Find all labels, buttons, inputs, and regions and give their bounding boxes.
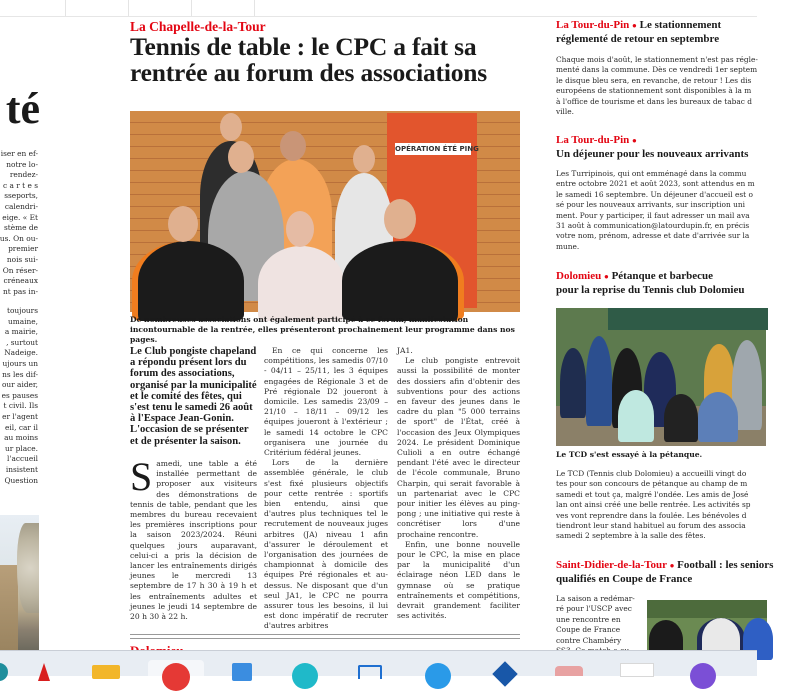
- brief-kicker: Saint-Didier-de-la-Tour: [556, 559, 667, 571]
- photo-caption: De nombreuses associations ont également participé à ce forum, manifestation incontournable de la rentrée, elles présenteront prochainement leur programme dans nos pages.: [130, 315, 515, 344]
- text-line: le samedi 16 septembre. Un déjeuner d'accueil est o: [556, 189, 753, 199]
- edge-icon[interactable]: [292, 663, 318, 689]
- column-1-text: amedi, une table a été installée permettant de proposer aux visiteurs des démonstrations de tennis de table, pendant que les membres du bureau recevaient les premières inscriptions pour la saison 2023/2024. Réuni quelques jours auparavant, celui-ci a pris la décision de lancer les entraînements dirigés jeunes le mercredi 13 septembre de 17 h 30 à 19 h et les entraînements adultes et jeunes le jeudi 14 septembre de 20 h 30 à 22 h.: [130, 459, 257, 622]
- article-photo-team[interactable]: [130, 111, 520, 312]
- text-line: c a r t e s: [3, 180, 38, 190]
- column-3-paragraph: Le club pongiste entrevoit aussi la possibilité de monter des dossiers afin d'obtenir des subventions pour des actions en faveur des jeunes dans le cadre du plan "5 000 terrains de sport" de l'État, créé à l'occasion des Jeux Olympiques 2024. Le président Dominique Culioli a en outre échangé pendant l'été avec le directeur de l'école communale, Bruno Charpin, qui serait favorable à un partenariat avec le CPC pour initier les élèves au ping-pong ; une initiative qui reste à concrétiser lors d'une prochaine rencontre.: [397, 356, 520, 539]
- text-line: l'accueil: [7, 454, 38, 464]
- text-line: ré pour l'USCP avec: [556, 604, 632, 614]
- brief-4-photo-football[interactable]: [647, 600, 767, 650]
- article-column-3: [397, 346, 520, 621]
- text-line: es pauses: [1, 390, 38, 400]
- brief-2-heading: [556, 134, 748, 160]
- text-line: ment. Pour y participer, il faut adresser un mail ava: [556, 210, 750, 220]
- brief-kicker: La Tour-du-Pin: [556, 134, 630, 146]
- text-line: tes pour son concours de pétanque au champ de m: [556, 479, 748, 489]
- article-lede: Le Club pongiste chapeland a répondu présent lors du forum des associations, organisé par la municipalité et le comité des fêtes, qui s'est tenu le samedi 26 août à l'Espace Jean-Gonin. L'occasion de se présenter et de présenter la saison.: [130, 346, 257, 447]
- brief-title: réglementé de retour en septembre: [556, 32, 720, 45]
- photos-icon[interactable]: [555, 666, 583, 676]
- text-line: menté dans la commune. Dès ce vendredi 1er septem: [556, 65, 758, 75]
- browser-tab-strip: [0, 0, 757, 17]
- text-line: ur place.: [4, 443, 38, 453]
- dropcap: S: [130, 454, 153, 499]
- photo-trees: [647, 600, 767, 618]
- article-divider: [130, 634, 520, 635]
- photo-tent: [608, 308, 768, 330]
- text-line: er l'agent: [2, 411, 38, 421]
- column-2-paragraph: Lors de la dernière assemblée générale, le club s'est fixé plusieurs objectifs pour cette rentrée : sportifs bien entendu, ainsi que d'autres plus techniques tel le recrutement de nouveaux juges arbitres (JA) niveau 1 afin d'assurer le déroulement et l'organisation des journées de championnat à domicile des équipes Pré régionales et au-dessus. Ne disposant que d'un seul JA1, le CPC ne pourra assurer tous les besoins, il lui est donc impératif de recruter d'autres arbitres: [264, 458, 388, 631]
- brief-kicker: Dolomieu: [556, 270, 602, 282]
- text-line: nt pas in-: [3, 286, 38, 296]
- tab-divider: [65, 0, 66, 16]
- text-line: mune.: [556, 241, 580, 251]
- text-line: lan ont ainsi créé une belle rentrée. Les activités sp: [556, 500, 751, 510]
- text-line: toujours: [6, 306, 38, 315]
- app-icon[interactable]: [492, 661, 517, 686]
- text-line: t civil. Ils: [3, 401, 38, 411]
- brief-3-body: [556, 469, 796, 542]
- acrobat-icon[interactable]: [38, 663, 50, 681]
- person: [586, 336, 612, 426]
- brief-kicker: La Tour-du-Pin: [556, 19, 630, 31]
- text-line: le disque bleu sera, en revanche, de retour ! Les dis: [556, 75, 752, 85]
- brief-title: Un déjeuner pour les nouveaux arrivants: [556, 147, 749, 160]
- text-line: au moins: [4, 433, 38, 443]
- text-line: ns les dif-: [2, 369, 38, 379]
- person-head: [220, 113, 242, 141]
- text-line: calendri-: [4, 201, 38, 211]
- brief-3-caption: Le TCD s'est essayé à la pétanque.: [556, 450, 703, 459]
- edge-partial-icon[interactable]: [0, 663, 8, 681]
- person: [132, 241, 244, 321]
- person-head: [280, 131, 306, 161]
- text-line: rendez-: [9, 170, 38, 180]
- text-line: nois sui-: [6, 254, 38, 264]
- left-paragraph-1: [0, 149, 38, 297]
- column-2-paragraph: En ce qui concerne les compétitions, les samedis 07/10 - 04/11 – 25/11, les 3 équipes engagées de Régionale 3 et de Pré régionale D2 joueront à domicile. Les samedis 23/09 – 21/10 – 18/11 – 09/12 les équipes joueront à l'extérieur ; le samedi 14 octobre le CPC organisera une journée du Critérium fédéral jeunes.: [264, 346, 388, 458]
- text-line: ves vont reprendre dans la foulée. Les bénévoles d: [556, 510, 747, 520]
- text-line: votre nom, prénom, adresse et date d'arrivée sur la: [556, 231, 750, 241]
- text-line: us. On ou-: [0, 233, 38, 243]
- brief-1-body: [556, 55, 796, 117]
- ms-edge-blue-icon[interactable]: [425, 663, 451, 689]
- text-line: contre Chambéry: [556, 635, 622, 645]
- text-line: premier: [8, 244, 38, 254]
- tab-divider: [191, 0, 192, 16]
- left-headline-fragment: té: [5, 84, 40, 133]
- person: [618, 390, 654, 442]
- store-icon[interactable]: [358, 665, 382, 679]
- tab-divider: [128, 0, 129, 16]
- person-head: [286, 211, 314, 247]
- tree-shape: [17, 523, 39, 613]
- person: [698, 392, 738, 442]
- text-line: On réser-: [2, 265, 38, 275]
- text-line: samedi et tout ça, malgré l'ondée. Les amis de José: [556, 489, 749, 499]
- text-line: samedi 2 septembre à la salle des fêtes.: [556, 531, 706, 541]
- text-line: eige. « Et: [2, 212, 38, 222]
- text-line: notre lo-: [6, 159, 38, 169]
- left-paragraph-2: [0, 306, 38, 486]
- text-line: à l'office de tourisme et dans les bureaux de tabac d: [556, 96, 753, 106]
- person: [258, 246, 344, 321]
- text-line: Nadeige.: [4, 348, 38, 358]
- bullet-icon: ●: [632, 136, 637, 145]
- text-line: stème de: [4, 223, 38, 233]
- text-line: tiendront leur stand habituel au forum des associa: [556, 521, 746, 531]
- left-photo-house: [0, 515, 39, 650]
- file-explorer-icon[interactable]: [92, 665, 120, 679]
- text-line: sseports,: [4, 191, 38, 201]
- column-3-paragraph: JA1.: [397, 346, 413, 355]
- brief-title: Le stationnement: [639, 19, 722, 31]
- person-head: [168, 206, 198, 242]
- person: [560, 348, 586, 418]
- text-line: Les Turripinois, qui ont emménagé dans la commu: [556, 169, 747, 178]
- text-line: umaine,: [7, 316, 38, 326]
- brief-3-photo-group[interactable]: [556, 308, 766, 446]
- bullet-icon: ●: [603, 272, 609, 281]
- article-kicker: La Chapelle-de-la-Tour: [130, 19, 266, 34]
- text-line: ville.: [556, 107, 574, 117]
- house-shape: [0, 565, 18, 650]
- app-purple-icon[interactable]: [690, 663, 716, 689]
- brief-1-heading: [556, 19, 721, 45]
- text-line: créneaux: [3, 276, 38, 286]
- brief-2-body: [556, 169, 796, 252]
- text-line: our aider,: [1, 380, 38, 390]
- text-line: européens de stationnement sont disponibles à la m: [556, 86, 752, 96]
- person: [664, 394, 698, 442]
- news-icon[interactable]: [620, 663, 654, 677]
- text-line: Chaque mois d'août, le stationnement n'est pas régle-: [556, 55, 758, 64]
- text-line: entre octobre 2021 et août 2023, sont attendus en m: [556, 179, 755, 189]
- brief-title: Football : les seniors: [677, 559, 774, 571]
- text-line: Coupe de France: [556, 625, 621, 635]
- person-head: [353, 145, 375, 173]
- person-head: [228, 141, 254, 173]
- mail-icon[interactable]: [232, 663, 252, 681]
- text-line: une rencontre en: [556, 614, 621, 624]
- left-article-fragment: [0, 17, 40, 650]
- article-title: Tennis de table : le CPC a fait sa rentrée au forum des associations: [130, 32, 487, 87]
- column-3-paragraph: Enfin, une bonne nouvelle pour le CPC, la mise en place par la municipalité d'un éclairage néon LED dans le gymnase où se pratique entraînements et compétitions, devrait grandement faciliter ses activités.: [397, 539, 520, 621]
- brief-4-heading: [556, 559, 773, 585]
- text-line: a mairie,: [4, 327, 38, 337]
- brief-4-body: [556, 594, 644, 656]
- photo-banner-text: OPÉRATION ÉTÉ PING: [395, 145, 479, 153]
- text-line: Question: [4, 475, 38, 485]
- bullet-icon: ●: [669, 561, 675, 570]
- text-line: 31 août à communication@latourdupin.fr, en précis: [556, 221, 750, 231]
- tab-divider: [254, 0, 255, 16]
- text-line: insistent: [5, 464, 38, 474]
- brief-title: pour la reprise du Tennis club Dolomieu: [556, 283, 745, 296]
- article-column-1: [130, 454, 257, 622]
- brief-title: Pétanque et barbecue: [611, 270, 714, 282]
- article-column-2: [264, 346, 388, 632]
- article-divider: [130, 638, 520, 639]
- text-line: iser en ef-: [0, 149, 38, 158]
- bullet-icon: ●: [632, 21, 637, 30]
- text-line: ujours un: [2, 358, 38, 368]
- text-line: Le TCD (Tennis club Dolomieu) a accueilli vingt do: [556, 469, 747, 478]
- newspaper-page: [0, 17, 774, 650]
- person-head: [384, 199, 416, 239]
- text-line: eil, car il: [5, 422, 38, 432]
- taskbar: [0, 650, 757, 676]
- text-line: La saison a redémar-: [556, 594, 635, 603]
- text-line: , surtout: [6, 337, 38, 347]
- chrome-icon[interactable]: [162, 663, 190, 691]
- text-line: sé pour les nouveaux arrivants, sur inscription uni: [556, 200, 745, 210]
- person: [342, 241, 464, 321]
- brief-3-heading: [556, 270, 744, 296]
- brief-title: qualifiés en Coupe de France: [556, 572, 693, 585]
